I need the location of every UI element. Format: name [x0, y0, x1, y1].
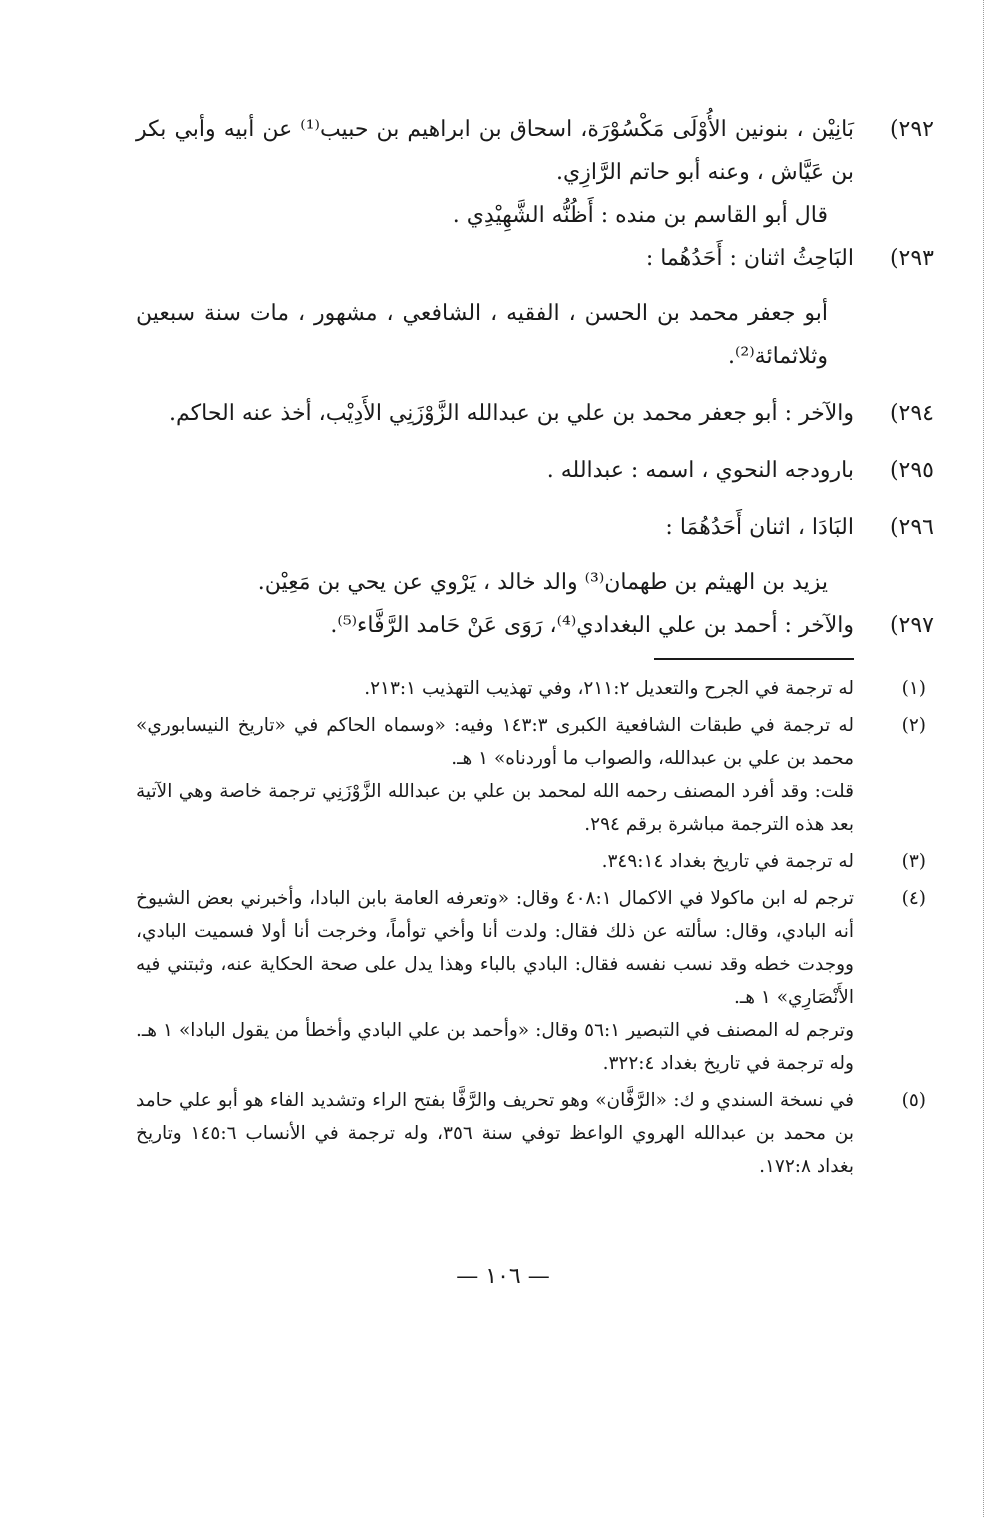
entry-number: ٢٩٢): [889, 117, 934, 142]
entry-number: ٢٩٤): [889, 401, 934, 426]
footnotes: [136, 672, 926, 1187]
entry-text: بَانِيْن ، بنونين الأُوْلَى مَكْسُوْرَة، اسحاق بن ابراهيم بن حبيب⁽¹⁾ عن أبيه وأبي بكر بن عَيَّاش ، وعنه أبو حاتم الرَّازِي.: [136, 117, 854, 185]
entry-295: [136, 449, 934, 492]
main-text: [136, 108, 934, 647]
entry-294: [136, 392, 934, 435]
entry-text: والآخر : أبو جعفر محمد بن علي بن عبدالله الزَّوْزَنِي الأَدِيْب، أخذ عنه الحاكم.: [169, 401, 854, 426]
footnote-5: [136, 1084, 926, 1183]
entry-293: [136, 237, 934, 378]
entry-subtext: يزيد بن الهيثم بن طهمان⁽³⁾ والد خالد ، يَرْوي عن يحي بن مَعِيْن.: [257, 570, 828, 595]
entry-number: ٢٩٦): [889, 515, 934, 540]
footnote-text: له ترجمة في تاريخ بغداد ٣٤٩:١٤.: [601, 851, 854, 872]
footnote-text: له ترجمة في طبقات الشافعية الكبرى ١٤٣:٣ وفيه: «وسماه الحاكم في «تاريخ النيسابوري» محمد بن علي بن عبدالله، والصواب ما أوردناه» ١ هـ.: [136, 715, 854, 769]
entry-text: البَاحِثُ اثنان : أَحَدُهُما :: [645, 246, 854, 271]
footnote-1: [136, 672, 926, 705]
footnote-text: ترجم له ابن ماكولا في الاكمال ٤٠٨:١ وقال: «وتعرفه العامة بابن البادا، وأخبرني بعض الشيوخ أنه البادي، وقال: سألته عن ذلك فقال: ولدت أنا وأخي توأماً، وخرجت أنا أولا فسميت البادي، ووجدت خطه وقد نسب نفسه فقال: البادي بالباء وهذا يدل على صحة الحكاية عنه، وثبتني فيه الأَنْصَارِي» ١ هـ.: [136, 888, 854, 1008]
entry-quote: قال أبو القاسم بن منده : أَظُنُّه الشَّهِيْدِي .: [452, 203, 828, 228]
footnote-2: [136, 709, 926, 841]
page-binding-edge: [983, 0, 984, 1517]
footnote-text: في نسخة السندي و ك: «الرَّفَّان» وهو تحريف والرَّفَّا بفتح الراء وتشديد الفاء هو أبو علي حامد بن محمد بن عبدالله الهروي الواعظ توفي سنة ٣٥٦، وله ترجمة في الأنساب ١٤٥:٦ وتاريخ بغداد ١٧٢:٨.: [136, 1090, 855, 1177]
footnote-number: (٣): [901, 851, 926, 872]
footnote-text: له ترجمة في الجرح والتعديل ٢١١:٢، وفي تهذيب التهذيب ٢١٣:١.: [364, 678, 854, 699]
entry-number: ٢٩٥): [889, 458, 934, 483]
footnote-separator: [654, 658, 854, 660]
footnote-4: [136, 882, 926, 1080]
footnote-3: [136, 845, 926, 878]
footnote-text: قلت: وقد أفرد المصنف رحمه الله لمحمد بن علي بن عبدالله الزَّوْزَنِي ترجمة خاصة وهي الآتية بعد هذه الترجمة مباشرة برقم ٢٩٤.: [136, 781, 854, 835]
entry-subtext: أبو جعفر محمد بن الحسن ، الفقيه ، الشافعي ، مشهور ، مات سنة سبعين وثلاثمائة⁽²⁾.: [136, 301, 828, 369]
footnote-text: وترجم له المصنف في التبصير ٥٦:١ وقال: «وأحمد بن علي البادي وأخطأ من يقول البادا» ١ هـ. وله ترجمة في تاريخ بغداد ٣٢٢:٤.: [136, 1020, 855, 1074]
entry-296: [136, 506, 934, 604]
page-number: — ١٠٦ —: [456, 1264, 550, 1289]
entry-number: ٢٩٧): [889, 613, 934, 638]
entry-text: والآخر : أحمد بن علي البغدادي⁽⁴⁾، رَوَى عَنْ حَامد الرَّفَّاء⁽⁵⁾.: [330, 613, 854, 638]
entry-text: البَادَا ، اثنان أَحَدُهُمَا :: [665, 515, 854, 540]
footnote-number: (٤): [901, 888, 926, 909]
entry-292: [136, 108, 934, 237]
entry-text: بارودجه النحوي ، اسمه : عبدالله .: [546, 458, 854, 483]
entry-number: ٢٩٣): [889, 246, 934, 271]
footnote-number: (٢): [901, 715, 926, 736]
footnote-number: (٥): [901, 1090, 926, 1111]
footnote-number: (١): [901, 678, 926, 699]
entry-297: [136, 604, 934, 647]
